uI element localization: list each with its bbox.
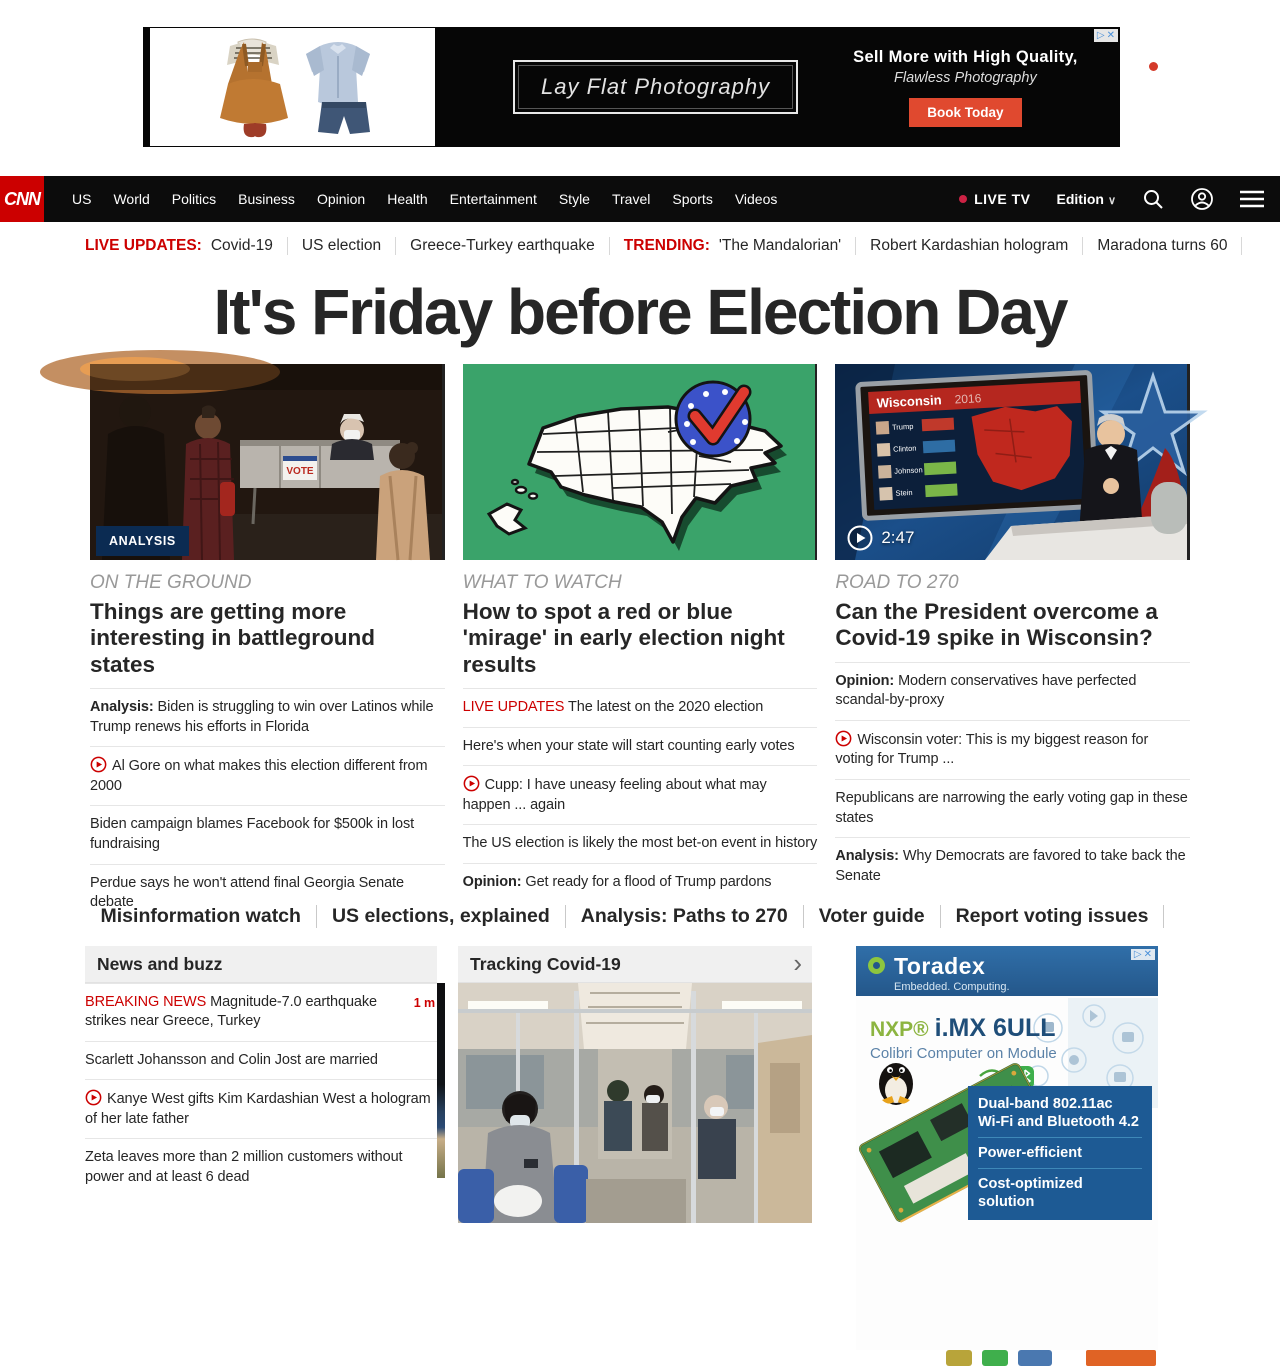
play-icon xyxy=(90,756,107,773)
subnav-paths-270[interactable]: Analysis: Paths to 270 xyxy=(581,905,804,928)
timestamp-badge: 1 m xyxy=(413,995,435,1010)
trending-label: TRENDING: xyxy=(623,237,710,254)
breaking-ticker xyxy=(85,222,1228,268)
chevron-right-icon[interactable]: › xyxy=(793,947,802,978)
ticker-item-maradona[interactable]: Maradona turns 60 xyxy=(1097,237,1242,255)
play-icon xyxy=(847,525,873,551)
svg-text:Stein: Stein xyxy=(895,487,914,498)
card-on-the-ground xyxy=(90,364,445,922)
feature-line: Dual-band 802.11ac xyxy=(978,1095,1113,1112)
story-link-video[interactable]: Al Gore on what makes this election different from 2000 xyxy=(90,746,445,805)
bottom-modules xyxy=(85,946,1280,1211)
main-navigation xyxy=(0,176,1280,222)
screen-state-label: Wisconsin xyxy=(876,391,943,411)
live-updates-label: LIVE UPDATES: xyxy=(85,237,202,254)
story-link[interactable]: Opinion: Modern conservatives have perfected scandal-by-proxy xyxy=(835,662,1190,720)
card-road-to-270 xyxy=(835,364,1190,922)
story-link[interactable]: Republicans are narrowing the early voting gap in these states xyxy=(835,779,1190,837)
nxp-label: NXP® xyxy=(870,1017,929,1041)
toradex-logo-icon xyxy=(868,957,885,974)
nav-item-us[interactable]: US xyxy=(72,191,92,207)
vote-sign-text: VOTE xyxy=(286,465,314,477)
nav-item-politics[interactable]: Politics xyxy=(171,191,217,207)
nav-item-style[interactable]: Style xyxy=(558,191,590,207)
adchoices-icon[interactable]: ▷ xyxy=(1133,948,1142,960)
nav-item-entertainment[interactable]: Entertainment xyxy=(449,191,537,207)
ad-product-image xyxy=(150,28,435,146)
ad-book-today-button[interactable]: Book Today xyxy=(909,98,1021,127)
adchoices-control[interactable] xyxy=(1094,29,1118,42)
ad-brand-logo: zeelum xyxy=(1148,72,1243,103)
card-headline[interactable]: Things are getting more interesting in battleground states xyxy=(90,598,375,677)
ad-close-icon[interactable]: ✕ xyxy=(1106,30,1115,41)
toradex-ad-header xyxy=(856,946,1158,996)
svg-text:Clinton: Clinton xyxy=(893,443,918,454)
card-headline[interactable]: How to spot a red or blue 'mirage' in early election night results xyxy=(462,598,785,677)
subnav-report-issues[interactable]: Report voting issues xyxy=(956,905,1165,928)
subway-photo[interactable] xyxy=(458,983,812,1178)
play-icon xyxy=(463,775,480,792)
story-link[interactable]: Analysis: Biden is struggling to win over Latinos while Trump renews his efforts in Florida xyxy=(90,688,445,746)
adchoices-control[interactable] xyxy=(1131,949,1155,960)
imx-product-label: i.MX 6ULL xyxy=(934,1013,1056,1042)
chevron-down-icon: ∨ xyxy=(1107,195,1116,207)
ticker-item-covid[interactable]: Covid-19 xyxy=(211,237,288,255)
ad-feature-box xyxy=(968,1086,1152,1221)
ticker-item-us-election[interactable]: US election xyxy=(302,237,396,255)
ad-cta-button[interactable] xyxy=(1086,1350,1156,1366)
polling-place-photo[interactable] xyxy=(90,364,445,560)
news-and-buzz-header: News and buzz xyxy=(85,946,437,983)
top-stories-row xyxy=(90,364,1190,911)
ad-close-icon[interactable]: ✕ xyxy=(1143,948,1152,960)
nav-item-videos[interactable]: Videos xyxy=(734,191,778,207)
hamburger-menu-icon[interactable] xyxy=(1240,190,1264,208)
story-link[interactable]: The US election is likely the most bet-on event in history xyxy=(463,824,818,863)
analysis-badge: ANALYSIS xyxy=(96,526,189,556)
story-link[interactable]: Zeta leaves more than 2 million customers without power and at least 6 dead xyxy=(85,1138,437,1196)
feature-line: Cost-optimized solution xyxy=(978,1175,1083,1211)
toradex-tagline: Embedded. Computing. xyxy=(894,980,1010,993)
adchoices-icon[interactable]: ▷ xyxy=(1096,30,1105,41)
page-banner-headline[interactable]: It's Friday before Election Day xyxy=(213,276,1067,348)
edition-dropdown[interactable]: Edition ∨ xyxy=(1056,191,1116,207)
card-kicker: ON THE GROUND xyxy=(90,571,252,593)
story-link[interactable]: Opinion: Get ready for a flood of Trump pardons xyxy=(463,863,818,902)
story-link-video[interactable]: Kanye West gifts Kim Kardashian West a hologram of her late father xyxy=(85,1079,437,1138)
subnav-voter-guide[interactable]: Voter guide xyxy=(819,905,941,928)
story-link[interactable]: Perdue says he won't attend final Georgia Senate debate xyxy=(90,864,445,922)
ticker-item-earthquake[interactable]: Greece-Turkey earthquake xyxy=(410,237,610,255)
ticker-item-mandalorian[interactable]: 'The Mandalorian' xyxy=(719,237,856,255)
live-tv-button[interactable]: LIVE TV xyxy=(959,191,1030,207)
nav-item-opinion[interactable]: Opinion xyxy=(316,191,366,207)
story-link[interactable]: Scarlett Johansson and Colin Jost are married xyxy=(85,1041,437,1080)
nav-item-health[interactable]: Health xyxy=(387,191,428,207)
story-link[interactable]: Here's when your state will start counting early votes xyxy=(463,727,818,766)
tracking-covid-module xyxy=(458,946,812,1178)
story-link-live[interactable]: LIVE UPDATES The latest on the 2020 election xyxy=(463,688,818,727)
video-duration: 2:47 xyxy=(881,527,915,547)
screen-year-label: 2016 xyxy=(954,390,982,407)
brand-dot-icon xyxy=(1149,62,1158,71)
ticker-item-kardashian[interactable]: Robert Kardashian hologram xyxy=(870,237,1083,255)
subnav-elections-explained[interactable]: US elections, explained xyxy=(332,905,566,928)
ad-tagline-line2: Flawless Photography xyxy=(894,69,1037,86)
toradex-ad[interactable] xyxy=(856,946,1158,1211)
svg-text:Johnson: Johnson xyxy=(894,464,924,476)
card-what-to-watch xyxy=(463,364,818,922)
subway-illustration xyxy=(458,983,812,1223)
nav-item-sports[interactable]: Sports xyxy=(672,191,713,207)
nav-item-travel[interactable]: Travel xyxy=(611,191,651,207)
card-kicker: ROAD TO 270 xyxy=(835,571,959,593)
live-dot-icon xyxy=(959,195,967,203)
story-link-video[interactable]: Cupp: I have uneasy feeling about what may happen ... again xyxy=(463,765,818,824)
us-map-illustration xyxy=(463,364,815,560)
ad-layflat-label: Lay Flat Photography xyxy=(513,60,798,114)
kids-clothes-illustration xyxy=(160,32,425,142)
ad-partner-logos xyxy=(856,1350,1158,1366)
toradex-brand: Toradex xyxy=(894,952,986,979)
tracking-covid-header: Tracking Covid-19 xyxy=(470,953,621,974)
story-link[interactable]: Biden campaign blames Facebook for $500k in lost fundraising xyxy=(90,805,445,863)
card-headline[interactable]: Can the President overcome a Covid-19 spike in Wisconsin? xyxy=(835,598,1158,651)
zeelum-ad-banner[interactable] xyxy=(143,27,1243,147)
story-link-video[interactable]: Wisconsin voter: This is my biggest reason for voting for Trump ... xyxy=(835,720,1190,779)
play-icon xyxy=(85,1089,102,1106)
feature-line: Wi-Fi and Bluetooth 4.2 xyxy=(978,1113,1139,1130)
user-profile-icon[interactable] xyxy=(1190,187,1214,211)
feature-line: Power-efficient xyxy=(978,1144,1082,1161)
colibri-label: Colibri Computer on Module xyxy=(870,1044,1057,1062)
svg-text:Trump: Trump xyxy=(892,421,914,432)
card-kicker: WHAT TO WATCH xyxy=(462,571,622,593)
story-link[interactable]: Analysis: Why Democrats are favored to take back the Senate xyxy=(835,837,1190,895)
wisconsin-video-thumb[interactable] xyxy=(835,364,1190,560)
nav-menu xyxy=(72,191,777,207)
play-icon xyxy=(835,730,852,747)
nav-item-business[interactable]: Business xyxy=(238,191,295,207)
us-map-cartoon[interactable] xyxy=(463,364,818,560)
ad-tagline-line1: Sell More with High Quality, xyxy=(853,47,1078,66)
top-ad-region xyxy=(0,0,1280,176)
nav-item-world[interactable]: World xyxy=(113,191,150,207)
carousel-edge-strip xyxy=(437,983,445,1178)
cnn-logo[interactable]: CNN xyxy=(0,176,44,222)
subnav-misinformation[interactable]: Misinformation watch xyxy=(101,905,317,928)
news-and-buzz-module xyxy=(85,946,437,1197)
search-icon[interactable] xyxy=(1142,188,1164,210)
story-link-breaking[interactable]: BREAKING NEWS Magnitude-7.0 earthquake strikes near Greece, Turkey 1 m xyxy=(85,983,437,1041)
